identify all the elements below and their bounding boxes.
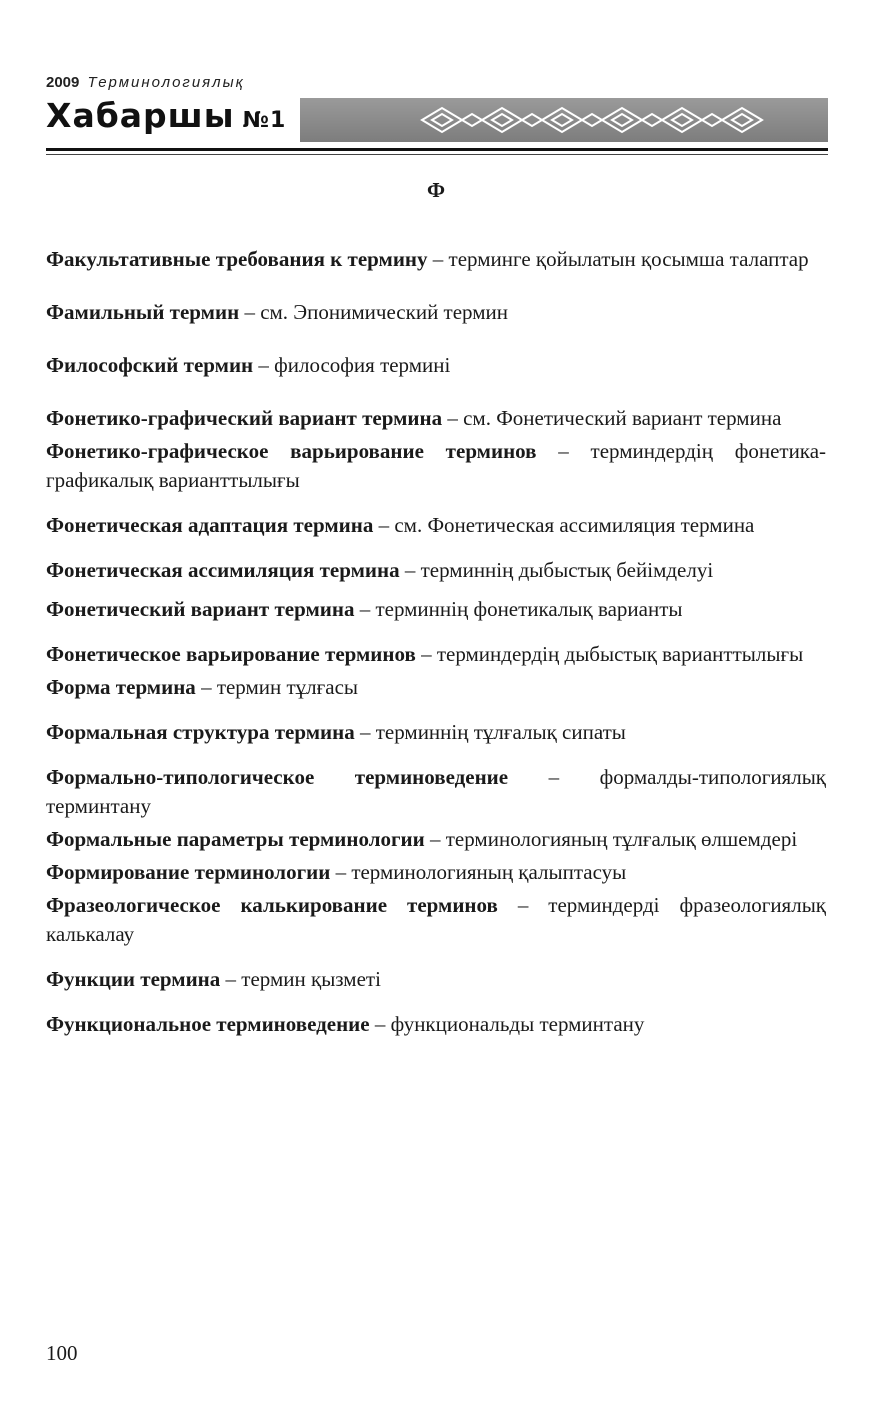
entry-term: Функции термина — [46, 967, 221, 991]
entry-definition: термин тұлғасы — [216, 675, 359, 699]
header-rule-thick — [46, 148, 828, 151]
entry-term: Фонетическая ассимиляция термина — [46, 558, 400, 582]
entry-definition: см. Фонетический вариант термина — [463, 406, 782, 430]
entry-term: Фамильный термин — [46, 300, 240, 324]
page-number: 100 — [46, 1341, 78, 1365]
glossary-entry — [46, 595, 826, 624]
glossary-entry — [46, 1010, 826, 1039]
entry-dash: – — [442, 406, 464, 430]
entry-dash: – — [239, 300, 261, 324]
glossary-entry — [46, 556, 826, 585]
entry-dash: – — [253, 353, 275, 377]
glossary-entry — [46, 965, 826, 994]
entry-definition: философия термині — [274, 353, 451, 377]
glossary-entry — [46, 718, 826, 747]
entry-term: Философский термин — [46, 353, 254, 377]
entry-dash: – — [415, 642, 437, 666]
glossary-entry — [46, 404, 826, 433]
entry-definition: терминге қойылатын қосымша талаптар — [448, 247, 809, 271]
entry-definition: терминдерді фразеологиялық калькалау — [46, 893, 827, 946]
journal-year: 2009 — [46, 74, 80, 91]
entry-dash: – — [399, 558, 421, 582]
ornament-pattern-icon — [418, 102, 778, 138]
entry-term: Фонетико-графический вариант термина — [46, 406, 443, 430]
entry-definition: терминологияның қалыптасуы — [351, 860, 627, 884]
glossary-entries — [46, 245, 826, 1039]
glossary-entry — [46, 825, 826, 854]
entry-definition: терминдердің фонетика-графикалық варианттылығы — [46, 439, 827, 492]
glossary-entry — [46, 245, 826, 274]
entry-term: Формирование терминологии — [46, 860, 331, 884]
glossary-entry — [46, 298, 826, 327]
entry-term: Форма термина — [46, 675, 196, 699]
entry-term: Фонетический вариант термина — [46, 597, 355, 621]
entry-term: Фонетическое варьирование терминов — [46, 642, 416, 666]
header-rule-thin — [46, 154, 828, 155]
journal-issue: №1 — [242, 108, 287, 133]
entry-definition: см. Эпонимический термин — [260, 300, 509, 324]
entry-term: Фразеологическое калькирование терминов — [46, 893, 498, 917]
entry-term: Формальная структура термина — [46, 720, 355, 744]
journal-subtitle: Терминологиялық — [87, 74, 245, 91]
entry-dash: – — [330, 860, 352, 884]
entry-definition: см. Фонетическая ассимиляция термина — [394, 513, 755, 537]
entry-term: Факультативные требования к термину — [46, 247, 428, 271]
glossary-entry — [46, 673, 826, 702]
entry-term: Формальные параметры терминологии — [46, 827, 425, 851]
journal-title-text: Хабаршы — [46, 96, 235, 135]
glossary-entry — [46, 891, 826, 949]
entry-definition: терминнің фонетикалық варианты — [375, 597, 683, 621]
glossary-entry — [46, 640, 826, 669]
glossary-content — [46, 176, 826, 1039]
journal-title — [46, 96, 286, 135]
entry-dash: – — [220, 967, 242, 991]
entry-term: Фонетическая адаптация термина — [46, 513, 374, 537]
entry-term: Формально-типологическое терминоведение — [46, 765, 509, 789]
entry-dash: – — [427, 247, 449, 271]
header-ornament-bar — [300, 98, 828, 142]
entry-definition: терминнің тұлғалық сипаты — [375, 720, 626, 744]
entry-dash: – — [195, 675, 217, 699]
entry-dash: – — [354, 597, 376, 621]
entry-term: Фонетико-графическое варьирование терминов — [46, 439, 537, 463]
glossary-entry — [46, 351, 826, 380]
entry-dash: – — [497, 893, 549, 917]
section-letter: Ф — [426, 178, 446, 202]
entry-dash: – — [424, 827, 446, 851]
entry-definition: функциональды терминтану — [390, 1012, 645, 1036]
entry-dash: – — [369, 1012, 391, 1036]
entry-definition: терминдердің дыбыстық варианттылығы — [436, 642, 804, 666]
entry-dash: – — [536, 439, 591, 463]
entry-definition: термин қызметі — [241, 967, 381, 991]
entry-term: Функциональное терминоведение — [46, 1012, 370, 1036]
glossary-entry — [46, 858, 826, 887]
entry-dash: – — [373, 513, 395, 537]
glossary-entry — [46, 763, 826, 821]
entry-dash: – — [508, 765, 600, 789]
glossary-entry — [46, 437, 826, 495]
entry-definition: терминологияның тұлғалық өлшемдері — [445, 827, 798, 851]
journal-header-top — [46, 74, 245, 91]
entry-definition: формалды-типологиялық терминтану — [46, 765, 827, 818]
entry-dash: – — [354, 720, 376, 744]
entry-definition: терминнің дыбыстық бейімделуі — [420, 558, 714, 582]
glossary-entry — [46, 511, 826, 540]
